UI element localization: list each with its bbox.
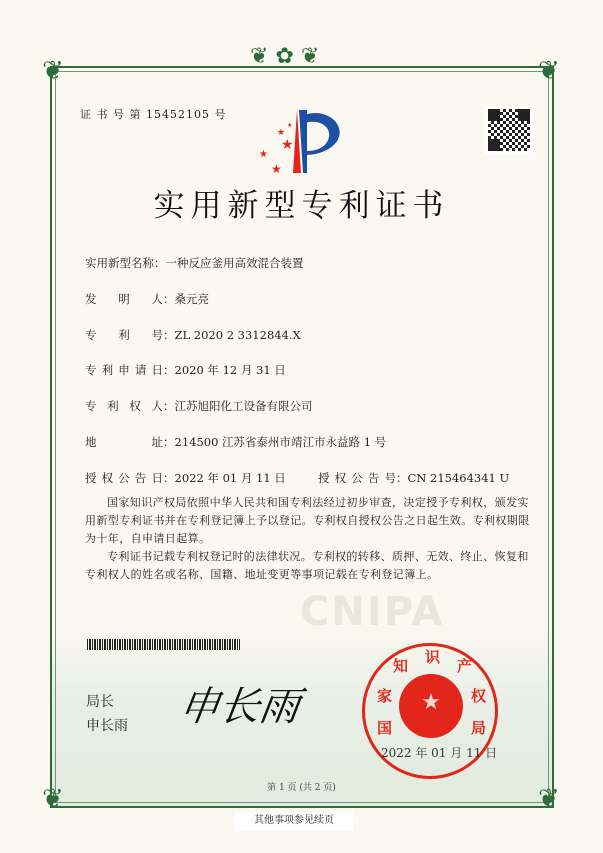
certificate-number: 证 书 号 第 15452105 号 <box>80 108 227 121</box>
national-emblem-icon: ★ <box>399 674 463 738</box>
page-label: 第 1 页 (共 2 页) <box>267 783 336 793</box>
star-icon: ★ <box>277 128 286 138</box>
continuation-note: 其他事项参见续页 <box>235 812 353 830</box>
ornament-icon: ❦ <box>42 784 64 814</box>
director-title: 局长 <box>86 694 114 710</box>
official-seal: ★ 国 家 知 识 产 权 局 2022 年 01 月 11 日 <box>362 643 498 779</box>
field-grant-date: 授权公告日：2022 年 01 月 11 日 <box>85 471 286 485</box>
field-patent-number: 专利号：ZL 2020 2 3312844.X <box>85 328 301 342</box>
field-patentee: 专利权人：江苏旭阳化工设备有限公司 <box>85 399 313 413</box>
cnipa-logo <box>255 105 355 175</box>
certificate-statement <box>85 494 535 584</box>
ornament-icon: ❦ ✿ ❦ <box>250 44 320 69</box>
page-title: 实用新型专利证书 <box>153 188 450 224</box>
field-inventor: 发明人：桑元亮 <box>85 292 209 306</box>
seal-date: 2022 年 01 月 11 日 <box>381 746 498 760</box>
director-name: 申长雨 <box>86 718 128 734</box>
signature: 申长雨 <box>176 684 303 730</box>
ornament-icon: ❦ <box>42 56 64 86</box>
star-icon: ★ <box>287 122 293 129</box>
field-address: 地址：214500 江苏省泰州市靖江市永益路 1 号 <box>85 435 387 449</box>
qr-code <box>485 106 533 154</box>
field-application-date: 专利申请日：2020 年 12 月 31 日 <box>85 363 286 377</box>
logo-blue-p <box>299 110 340 173</box>
ornament-icon: ❦ <box>538 784 560 814</box>
barcode <box>87 639 240 650</box>
field-name: 实用新型名称：一种反应釜用高效混合装置 <box>85 256 304 270</box>
star-icon: ★ <box>281 137 294 153</box>
field-grant-pub-number: 授权公告号：CN 215464341 U <box>318 471 510 485</box>
watermark: CNIPA <box>300 589 445 635</box>
statement-paragraph: 国家知识产权局依照中华人民共和国专利法经过初步审查，决定授予专利权，颁发实用新型专利证书并在专利登记簿上予以登记。专利权自授权公告之日起生效。专利权期限为十年，自申请日起算。 <box>85 496 530 545</box>
star-icon: ★ <box>271 162 282 175</box>
ornament-icon: ❦ <box>538 56 560 86</box>
star-icon: ★ <box>259 149 268 160</box>
statement-paragraph: 专利证书记载专利权登记时的法律状况。专利权的转移、质押、无效、终止、恢复和专利权人的姓名或名称、国籍、地址变更等事项记载在专利登记簿上。 <box>85 550 529 581</box>
